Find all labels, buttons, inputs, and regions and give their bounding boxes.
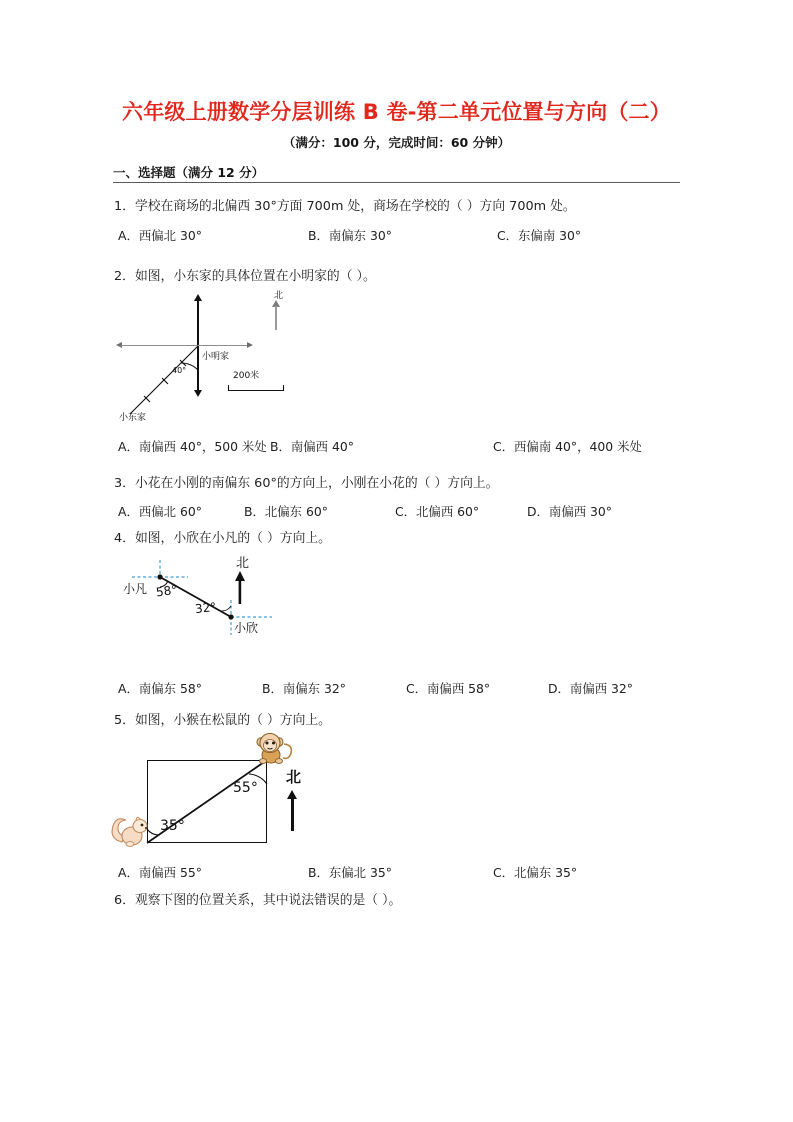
north-label: 北 bbox=[274, 291, 284, 301]
point-xiaoxin bbox=[228, 614, 233, 619]
scale-label: 200米 bbox=[233, 371, 260, 381]
question-2-text: 2．如图，小东家的具体位置在小明家的（ ）。 bbox=[114, 269, 376, 284]
question-5-text: 5．如图，小猴在松鼠的（ ）方向上。 bbox=[114, 713, 331, 728]
question-2-option-a[interactable]: A．南偏西 40°，500 米处 bbox=[118, 439, 267, 454]
label-xiaoming-home: 小明家 bbox=[202, 352, 230, 362]
question-5-option-b[interactable]: B．东偏北 35° bbox=[308, 865, 392, 880]
angle-label-58: 58° bbox=[155, 582, 179, 600]
squirrel-icon bbox=[110, 812, 150, 848]
question-3-option-c[interactable]: C．北偏西 60° bbox=[395, 504, 480, 519]
question-2-diagram bbox=[110, 290, 340, 430]
north-arrow-icon bbox=[270, 300, 290, 332]
angle-label-32: 32° bbox=[194, 599, 217, 617]
question-4-diagram bbox=[112, 553, 312, 648]
scale-tick-left bbox=[228, 385, 229, 391]
question-1-option-a[interactable]: A．西偏北 30° bbox=[118, 228, 202, 243]
question-3-option-a[interactable]: A．西偏北 60° bbox=[118, 504, 202, 519]
question-6-text: 6．观察下图的位置关系，其中说法错误的是（ ）。 bbox=[114, 893, 402, 908]
north-arrow-icon bbox=[232, 571, 254, 605]
label-xiaofan: 小凡 bbox=[123, 582, 148, 596]
point-xiaofan bbox=[157, 574, 162, 579]
question-3-text: 3．小花在小刚的南偏东 60°的方向上，小刚在小花的（ ）方向上。 bbox=[114, 476, 499, 491]
section-divider bbox=[113, 182, 680, 183]
question-4-option-d[interactable]: D．南偏西 32° bbox=[548, 681, 634, 696]
question-5-diagram bbox=[108, 728, 318, 856]
question-2-option-b[interactable]: B．南偏西 40° bbox=[270, 439, 354, 454]
angle-arc-32 bbox=[221, 606, 231, 611]
question-4-option-a[interactable]: A．南偏东 58° bbox=[118, 681, 202, 696]
angle-label-40: 40° bbox=[172, 366, 187, 375]
question-4-option-c[interactable]: C．南偏西 58° bbox=[406, 681, 491, 696]
question-3-option-b[interactable]: B．北偏东 60° bbox=[244, 504, 328, 519]
monkey-icon bbox=[254, 731, 292, 765]
label-xiaodong-home: 小东家 bbox=[119, 413, 147, 423]
north-label: 北 bbox=[236, 556, 250, 571]
question-1-option-c[interactable]: C．东偏南 30° bbox=[497, 228, 582, 243]
north-label: 北 bbox=[286, 768, 302, 786]
question-4-option-b[interactable]: B．南偏东 32° bbox=[262, 681, 346, 696]
question-5-option-a[interactable]: A．南偏西 55° bbox=[118, 865, 202, 880]
angle-label-55: 55° bbox=[233, 780, 258, 796]
section-heading-choice: 一、选择题（满分 12 分） bbox=[113, 165, 265, 180]
question-5-option-c[interactable]: C．北偏东 35° bbox=[493, 865, 578, 880]
question-1-option-b[interactable]: B．南偏东 30° bbox=[308, 228, 392, 243]
scale-tick-right bbox=[283, 385, 284, 391]
question-3-option-d[interactable]: D．南偏西 30° bbox=[527, 504, 613, 519]
question-4-text: 4．如图，小欣在小凡的（ ）方向上。 bbox=[114, 531, 331, 546]
page-title: 六年级上册数学分层训练 B 卷-第二单元位置与方向（二） bbox=[122, 100, 671, 124]
question-1-text: 1．学校在商场的北偏西 30°方面 700m 处，商场在学校的（ ）方向 700m 处。 bbox=[114, 199, 576, 214]
page-subtitle: （满分：100 分，完成时间：60 分钟） bbox=[282, 135, 511, 150]
question-2-option-c[interactable]: C．西偏南 40°，400 米处 bbox=[493, 439, 642, 454]
scale-bar bbox=[228, 390, 284, 391]
label-xiaoxin: 小欣 bbox=[234, 621, 259, 635]
angle-label-35: 35° bbox=[160, 818, 185, 834]
north-arrow-stem bbox=[291, 798, 294, 831]
